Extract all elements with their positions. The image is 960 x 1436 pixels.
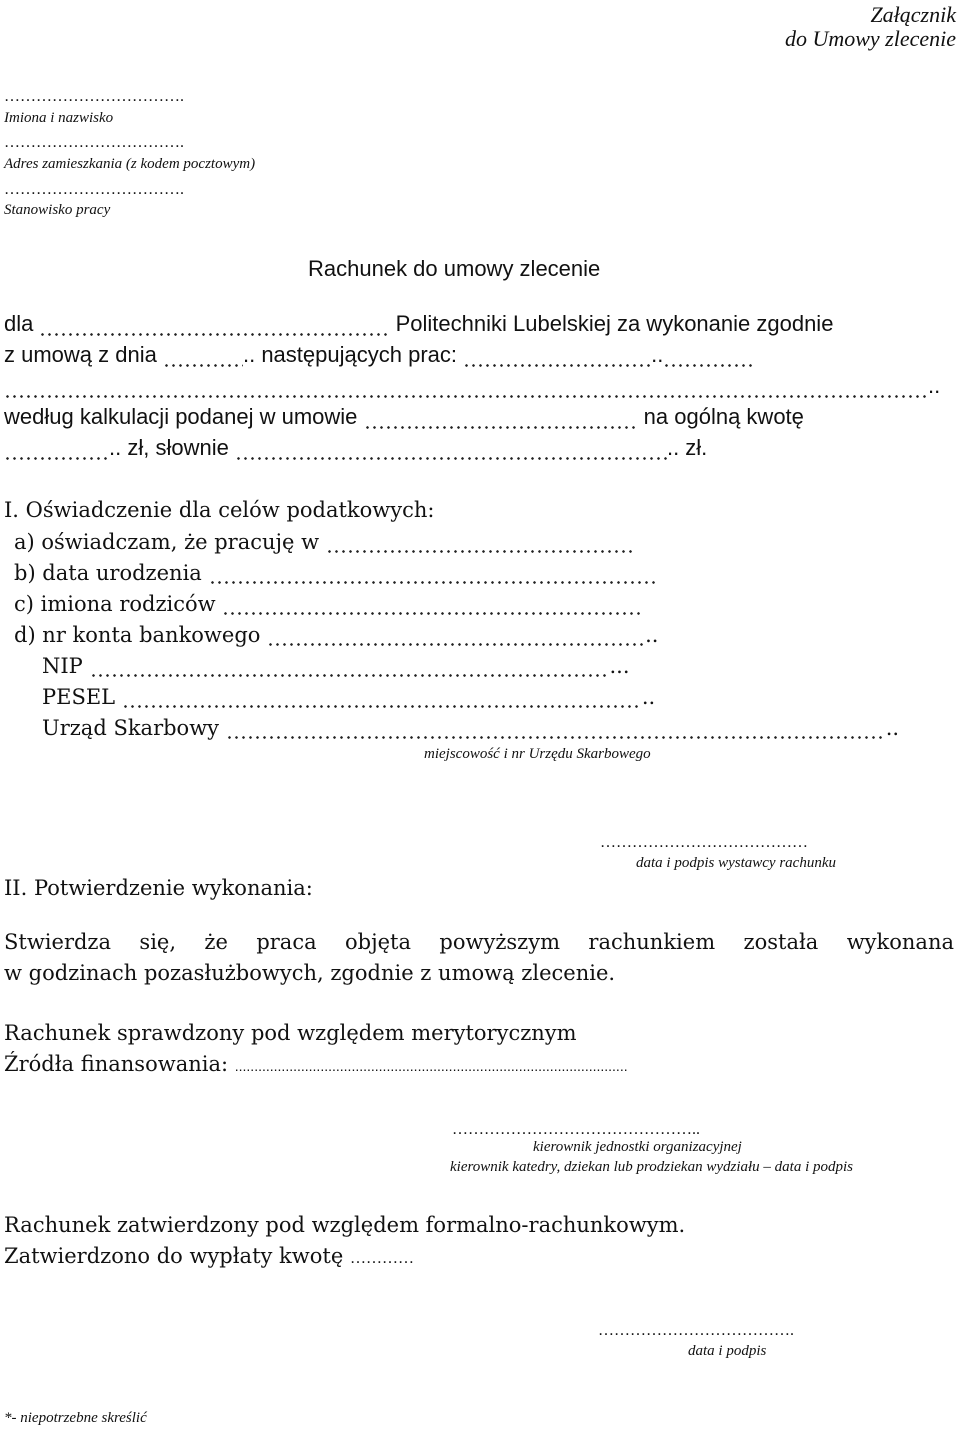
tax-office-label: Urząd Skarbowy [42,716,220,740]
intro-line3-end: .. [928,373,941,398]
employer-row [14,530,636,554]
bank-row [14,623,658,647]
bank-account-field[interactable] [267,625,645,647]
intro-org: Politechniki Lubelskiej za wykonanie zgodnie [395,311,834,336]
intro-line4 [4,404,804,430]
intro-line3 [4,373,940,399]
names-dots: ……………………………. [4,88,184,105]
bank-end: .. [645,623,659,647]
position-label: Stanowisko pracy [4,202,111,218]
birthdate-row [14,561,659,585]
works-field-line2[interactable] [4,377,928,399]
tax-office-field[interactable] [226,718,886,740]
tax-office-row [42,716,899,740]
intro-line2 [4,342,753,368]
manager-caption1: kierownik jednostki organizacyjnej [533,1139,742,1155]
parents-row [14,592,640,616]
section2-heading: II. Potwierdzenie wykonania: [4,876,313,900]
intro-date-label: z umową z dnia [4,342,157,367]
document-title: Rachunek do umowy zlecenie [308,256,601,281]
amount-words-field[interactable] [235,439,667,461]
tax-office-end: .. [885,716,900,740]
address-dots: ……………………………. [4,134,184,151]
pesel-field[interactable] [122,687,642,709]
issuer-signature-caption: data i podpis wystawcy rachunku [636,855,836,871]
issuer-signature-dots[interactable]: ………………………………… [600,834,808,851]
attachment-label: Załącznik [870,2,956,27]
section1-heading: I. Oświadczenie dla celów podatkowych: [4,498,435,522]
pesel-end: .. [641,685,656,709]
nip-field[interactable] [90,656,610,678]
intro-currency: .. zł. [666,435,708,460]
final-signature-caption: data i podpis [688,1343,767,1359]
amount-field[interactable] [4,439,109,461]
works-field[interactable] [463,346,651,368]
intro-calc-label: według kalkulacji podanej w umowie [4,404,358,429]
footnote: *- niepotrzebne skreślić [4,1410,147,1426]
contract-date-field[interactable] [163,346,243,368]
review-line: Rachunek sprawdzony pod względem merytorycznym [4,1021,577,1045]
intro-works-end: .. [651,342,664,367]
address-label: Adres zamieszkania (z kodem pocztowym) [4,156,256,172]
funding-field[interactable]: ..................................................................................................... [234,1058,628,1074]
intro-line1 [4,311,833,337]
funding-label: Źródła finansowania: [4,1052,229,1076]
confirmation-line2: w godzinach pozasłużbowych, zgodnie z umową zlecenie. [4,961,616,985]
pesel-label: PESEL [42,685,116,709]
intro-words-label: .. zł, słownie [109,435,229,460]
employer-field[interactable] [326,532,636,554]
works-field-cont[interactable] [663,346,753,368]
payout-amount-field[interactable]: ………… [349,1250,414,1267]
employer-label: a) oświadczam, że pracuję w [14,530,320,554]
payout-label: Zatwierdzono do wypłaty kwotę [4,1244,344,1268]
parents-label: c) imiona rodziców [14,592,216,616]
intro-line5 [4,435,707,461]
names-label: Imiona i nazwisko [4,110,114,126]
tax-office-caption: miejscowość i nr Urzędu Skarbowego [424,746,651,762]
attachment-subtitle: do Umowy zlecenie [784,26,956,51]
manager-signature-dots[interactable]: ……………………………………….. [452,1121,700,1138]
confirmation-line1: Stwierdza się, że praca objęta powyższym rachunkiem została wykonana [4,930,954,954]
birthdate-label: b) data urodzenia [14,561,202,585]
nip-end: ... [609,654,630,678]
intro-works-label: .. następujących prac: [242,342,457,367]
parents-field[interactable] [222,594,640,616]
manager-caption2: kierownik katedry, dziekan lub prodziekan wydziału – data i podpis [450,1159,854,1175]
approval-line: Rachunek zatwierdzony pod względem formalno-rachunkowym. [4,1213,686,1237]
intro-dla: dla [4,311,34,336]
client-field[interactable] [39,315,389,337]
bank-label: d) nr konta bankowego [14,623,261,647]
nip-label: NIP [42,654,83,678]
position-dots: ……………………………. [4,181,184,198]
funding-row [4,1052,628,1076]
calc-field[interactable] [364,408,638,430]
pesel-row [42,685,655,709]
nip-row [42,654,630,678]
payout-row [4,1244,414,1268]
birthdate-field[interactable] [209,563,659,585]
final-signature-dots[interactable]: ………………………………. [598,1322,794,1339]
intro-amount-label: na ogólną kwotę [643,404,804,429]
